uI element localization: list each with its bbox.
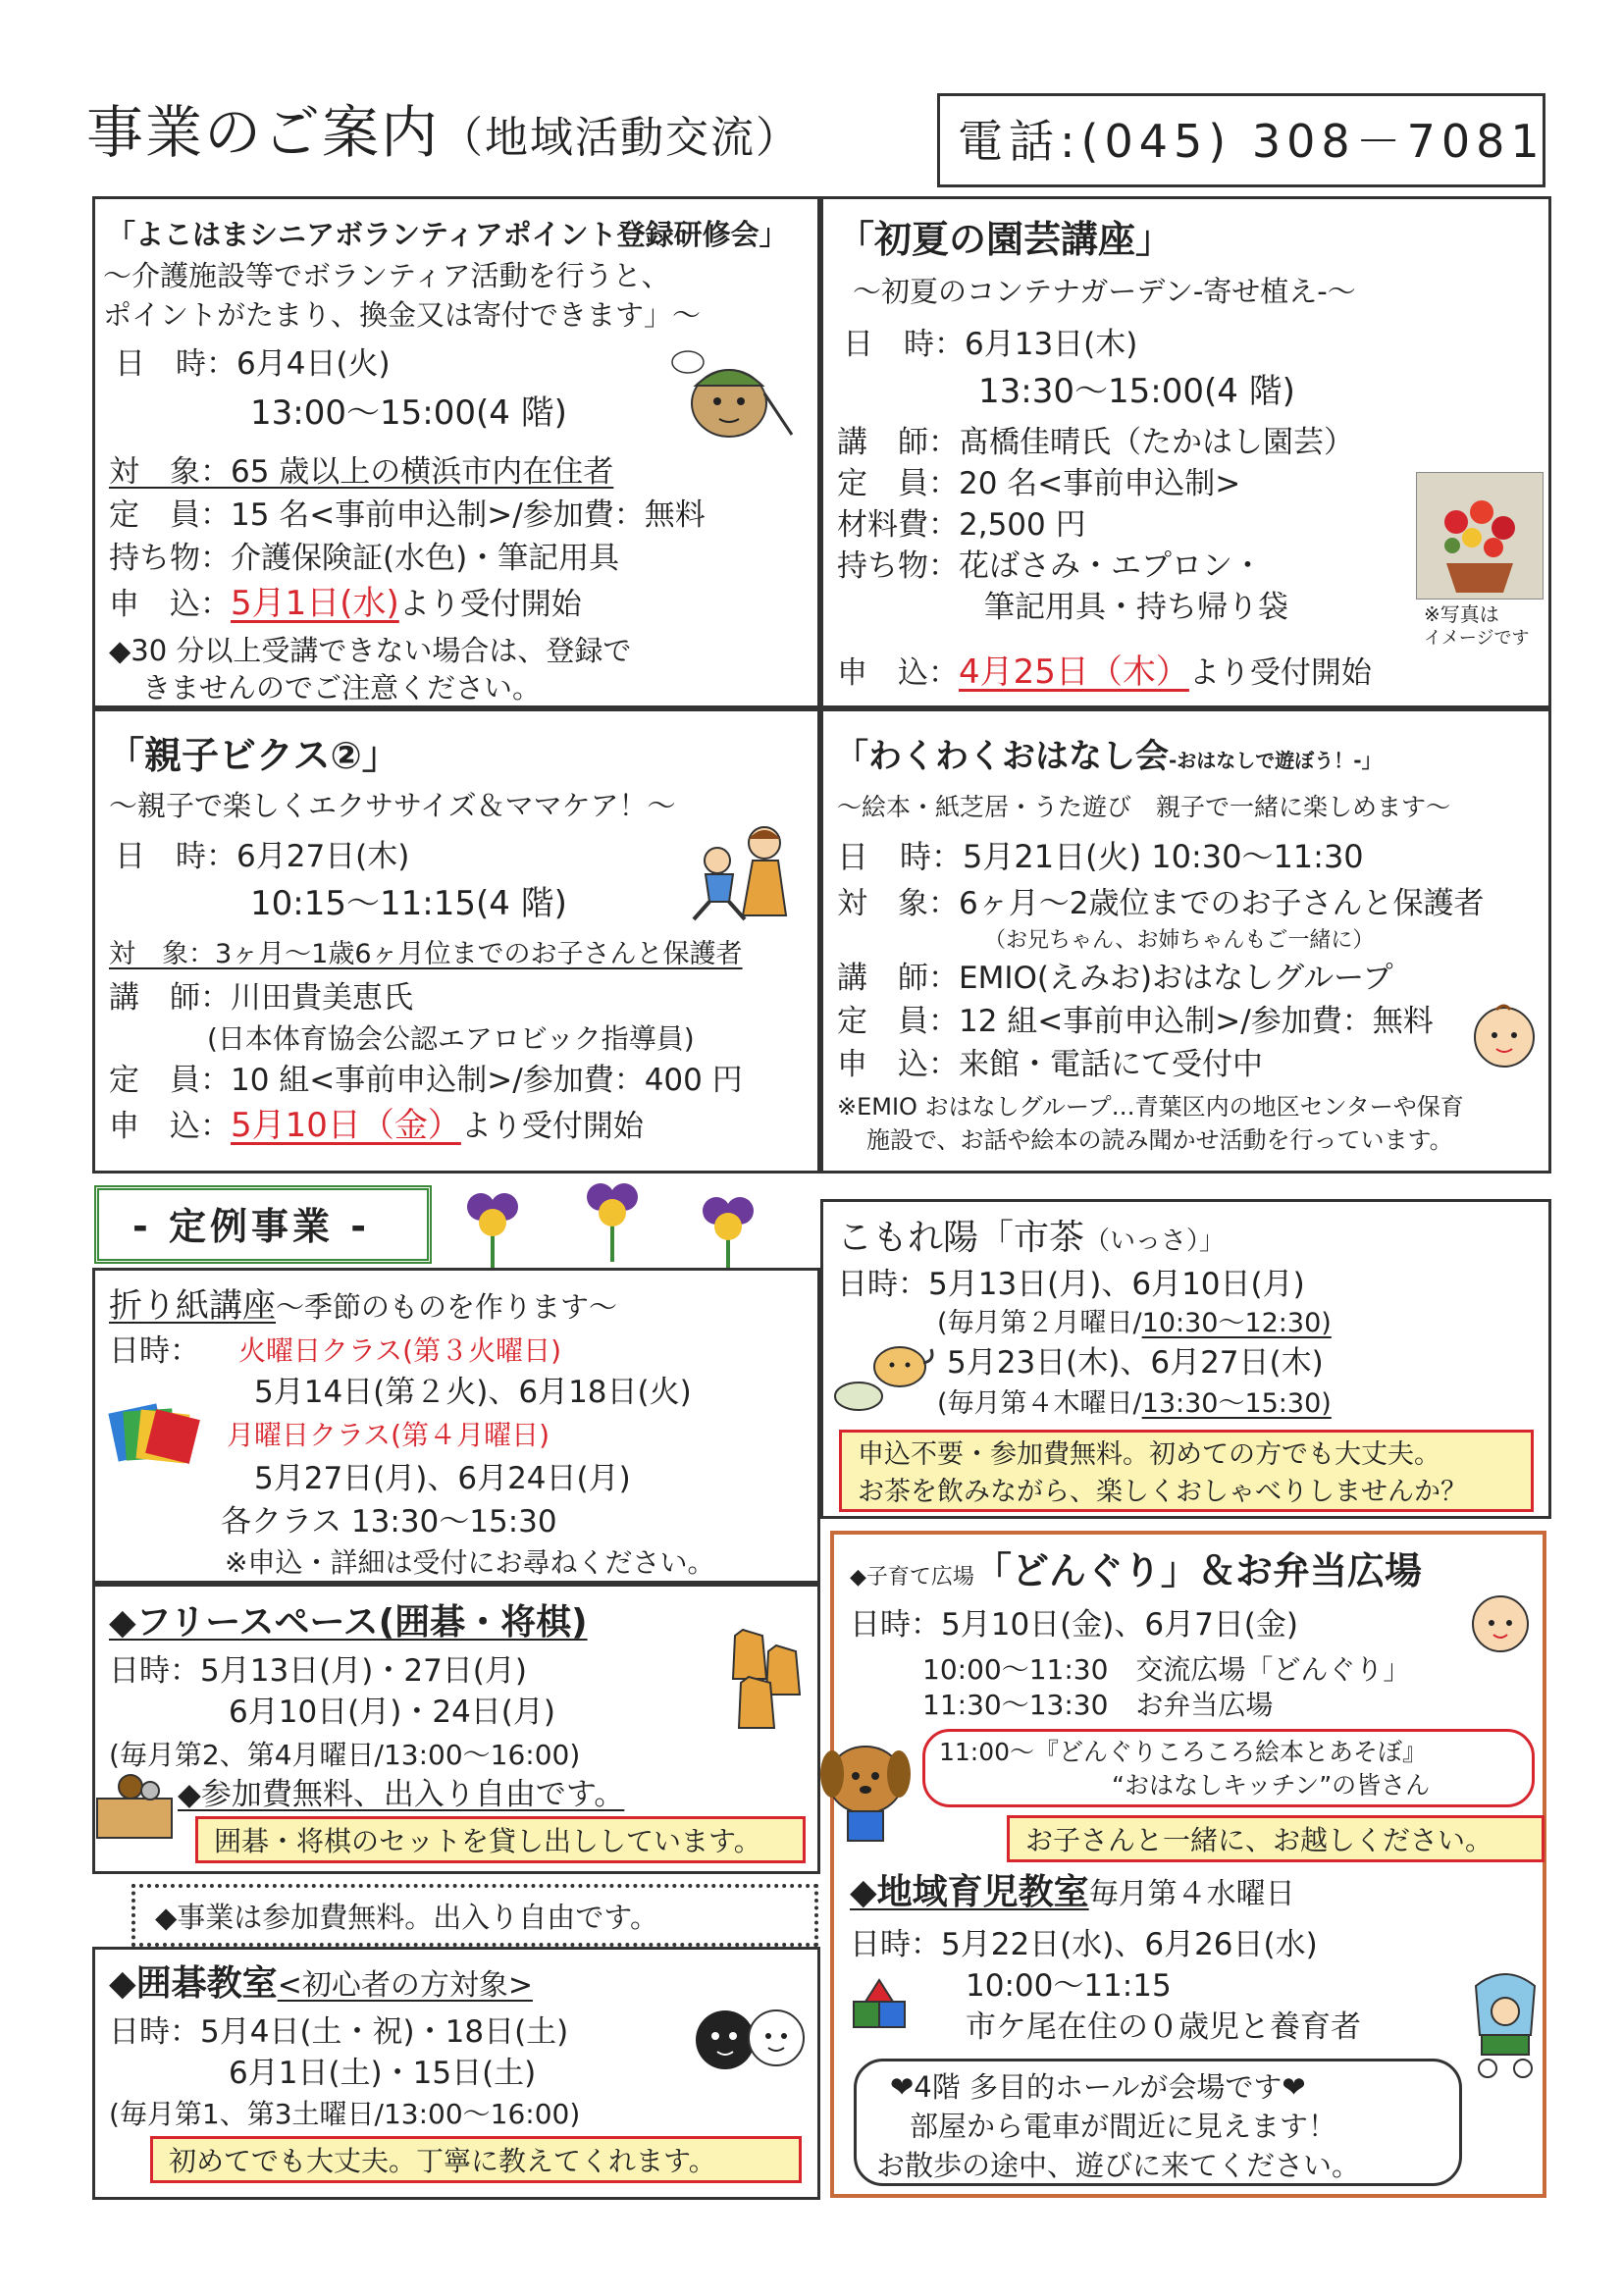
igo-title: ◆囲碁教室 bbox=[109, 1963, 278, 2004]
ikuji-title: ◆地域育児教室 bbox=[850, 1872, 1089, 1912]
komorebi-note bbox=[839, 1430, 1534, 1512]
oyako-section bbox=[92, 708, 820, 1174]
origami-time: 各クラス 13:30～15:30 bbox=[221, 1504, 557, 1539]
free-note-text: ◆事業は参加費無料。出入り自由です。 bbox=[155, 1901, 658, 1934]
page-title-text: 事業のご案内 bbox=[86, 99, 441, 166]
pansy-icon-3 bbox=[703, 1197, 754, 1276]
hall-note-box bbox=[854, 2059, 1462, 2186]
ohanashi-title bbox=[835, 735, 1382, 782]
origami-date-label: 日時： bbox=[109, 1333, 200, 1369]
ohanashi-apply: 申 込：来館・電話にて受付中 bbox=[837, 1047, 1263, 1082]
ohanashi-lecturer: 講 師：EMIO(えみお)おはなしグループ bbox=[837, 961, 1393, 996]
seminar-date: 日 時：6月4日(火) bbox=[115, 346, 391, 382]
hall-note-1: ❤4階 多目的ホールが会場です❤ bbox=[890, 2070, 1306, 2104]
garden-bring-1: 持ち物：花ばさみ・エプロン・ bbox=[837, 548, 1263, 584]
komorebi-note-2: お茶を飲みながら、楽しくおしゃべりしませんか？ bbox=[858, 1477, 1467, 1507]
seminar-apply-date: 5月1日(水) bbox=[231, 584, 399, 623]
garden-bring-2: 筆記用具・持ち帰り袋 bbox=[984, 590, 1288, 625]
seminar-apply-post: より受付開始 bbox=[398, 587, 582, 622]
free-space-schedule: (毎月第2、第4月曜日/13:00～16:00) bbox=[109, 1739, 581, 1771]
komorebi-title-reading: （いっさ）」 bbox=[1084, 1226, 1226, 1256]
komorebi-date-1: 日時：5月13日(月)、6月10日(月) bbox=[837, 1267, 1305, 1302]
donguri-event-2: “おはなしキッチン”の皆さん bbox=[1112, 1771, 1431, 1800]
page-subtitle: （地域活動交流） bbox=[440, 113, 802, 163]
garden-date: 日 時：6月13日(木) bbox=[843, 327, 1138, 362]
oyako-capacity: 定 員：10 組<事前申込制>/参加費：400 円 bbox=[109, 1063, 743, 1098]
igo-subtitle: <初心者の方対象> bbox=[277, 1968, 533, 2003]
ikuji-time: 10:00～11:15 bbox=[966, 1968, 1172, 2004]
komorebi-section bbox=[820, 1199, 1551, 1519]
ikuji-target: 市ケ尾在住の０歳児と養育者 bbox=[966, 2009, 1361, 2045]
oyako-date: 日 時：6月27日(木) bbox=[115, 839, 410, 874]
donguri-prefix: ◆子育て広場 bbox=[850, 1565, 974, 1590]
oyako-time: 10:15～11:15(4 階) bbox=[250, 884, 567, 923]
garden-capacity: 定 員：20 名<事前申込制> bbox=[837, 466, 1241, 501]
pansy-icon-1 bbox=[467, 1193, 518, 1272]
phone-number: 電話:(045) 308－7081 bbox=[958, 115, 1545, 168]
donguri-title-row bbox=[850, 1546, 1422, 1602]
senior-character-illustration bbox=[668, 344, 796, 443]
origami-class-2: 月曜日クラス(第４月曜日) bbox=[227, 1419, 550, 1451]
oyako-title: 「親子ビクス②」 bbox=[107, 734, 399, 777]
igo-date-1: 日時：5月4日(土・祝)・18日(土) bbox=[109, 2014, 569, 2050]
oyako-apply-label: 申 込： bbox=[109, 1109, 231, 1144]
seminar-note-1: ◆30 分以上受講できない場合は、登録で bbox=[109, 634, 632, 667]
garden-fee: 材料費：2,500 円 bbox=[837, 507, 1086, 543]
komorebi-note-1: 申込不要・参加費無料。初めての方でも大丈夫。 bbox=[858, 1439, 1440, 1470]
origami-title: 折り紙講座 bbox=[109, 1286, 276, 1326]
garden-lecturer: 講 師：髙橋佳晴氏（たかはし園芸） bbox=[837, 425, 1354, 460]
toy-blocks-illustration bbox=[850, 1972, 909, 2037]
garden-photo-note-1: ※写真は bbox=[1424, 602, 1499, 626]
ohanashi-section bbox=[820, 708, 1551, 1174]
oyako-apply-date: 5月10日（金） bbox=[231, 1106, 461, 1145]
seminar-section bbox=[92, 196, 820, 708]
garden-apply-post: より受付開始 bbox=[1188, 655, 1372, 691]
seminar-desc-1: ～介護施設等でボランティア活動を行うと、 bbox=[103, 259, 670, 292]
go-stones-illustration bbox=[684, 1997, 812, 2085]
donguri-note: お子さんと一緒に、お越しください。 bbox=[1007, 1815, 1544, 1862]
seminar-bring: 持ち物：介護保険証(水色)・筆記用具 bbox=[109, 541, 620, 576]
oyako-lecturer: 講 師：川田貴美恵氏 bbox=[109, 980, 413, 1016]
ohanashi-date: 日 時：5月21日(火) 10:30～11:30 bbox=[837, 838, 1364, 875]
baby-face-illustration bbox=[1466, 1590, 1535, 1658]
komorebi-schedule-2-label: (毎月第４木曜日/ bbox=[937, 1388, 1142, 1419]
garden-time: 13:30～15:00(4 階) bbox=[978, 372, 1295, 411]
origami-class-2-dates: 5月27日(月)、6月24日(月) bbox=[254, 1461, 631, 1496]
oyako-target: 対 象：3ヶ月～1歳6ヶ月位までのお子さんと保護者 bbox=[109, 939, 743, 969]
ohanashi-subtitle: ～絵本・紙芝居・うた遊び 親子で一緒に楽しめます～ bbox=[837, 793, 1451, 821]
komorebi-schedule-1-label: (毎月第２月曜日/ bbox=[937, 1308, 1142, 1338]
origami-class-1-dates: 5月14日(第２火)、6月18日(火) bbox=[254, 1375, 692, 1410]
komorebi-schedule-1 bbox=[937, 1304, 1332, 1343]
ohanashi-note-1: ※EMIO おはなしグループ…青葉区内の地区センターや保育 bbox=[837, 1093, 1464, 1121]
ikuji-title-row bbox=[850, 1870, 1295, 1917]
komorebi-title bbox=[837, 1216, 1225, 1264]
igo-schedule: (毎月第1、第3土曜日/13:00～16:00) bbox=[109, 2098, 581, 2130]
origami-section bbox=[92, 1268, 820, 1584]
oyako-subtitle: ～親子で楽しくエクササイズ＆ママケア！～ bbox=[109, 789, 676, 822]
free-space-note: 囲碁・将棋のセットを貸し出ししています。 bbox=[195, 1816, 806, 1863]
garden-section bbox=[820, 196, 1551, 708]
garden-subtitle: ～初夏のコンテナガーデン-寄せ植え-～ bbox=[853, 275, 1356, 308]
donguri-title-2: ＆お弁当広場 bbox=[1197, 1549, 1422, 1592]
baby-illustration bbox=[1467, 1002, 1542, 1076]
ohanashi-capacity: 定 員：12 組<事前申込制>/参加費：無料 bbox=[837, 1004, 1434, 1039]
seminar-title: 「よこはまシニアボランティアポイント登録研修会」 bbox=[107, 218, 788, 251]
seminar-time: 13:00～15:00(4 階) bbox=[250, 393, 567, 433]
origami-class-1: 火曜日クラス(第３火曜日) bbox=[238, 1334, 562, 1367]
pansy-flowers bbox=[457, 1177, 781, 1276]
garden-title: 「初夏の園芸講座」 bbox=[837, 218, 1174, 261]
oyako-apply bbox=[109, 1106, 644, 1146]
ikuji-frequency: 毎月第４水曜日 bbox=[1088, 1877, 1295, 1911]
seminar-target: 対 象：65 歳以上の横浜市内在住者 bbox=[109, 454, 614, 490]
garden-apply-label: 申 込： bbox=[837, 655, 959, 691]
igo-date-2: 6月1日(土)・15日(土) bbox=[229, 2056, 537, 2091]
garden-apply-date: 4月25日（木） bbox=[959, 652, 1189, 692]
donguri-time-2: 11:30～13:30 お弁当広場 bbox=[922, 1689, 1274, 1721]
shogi-pieces-illustration bbox=[723, 1626, 817, 1734]
seminar-note-2: きませんのでご注意ください。 bbox=[142, 671, 542, 704]
komorebi-schedule-2-time: 13:30～15:30) bbox=[1141, 1388, 1332, 1419]
seminar-desc-2: ポイントがたまり、換金又は寄付できます」～ bbox=[103, 298, 702, 332]
donguri-event-box bbox=[922, 1729, 1535, 1807]
free-note-box bbox=[131, 1884, 818, 1947]
free-space-date-1: 日時：5月13日(月)・27日(月) bbox=[109, 1653, 527, 1689]
garden-photo-note-2: イメージです bbox=[1424, 628, 1530, 649]
regular-events-label: - 定例事業 - bbox=[132, 1205, 371, 1248]
dog-mascot-illustration bbox=[805, 1729, 922, 1847]
parent-child-illustration bbox=[684, 821, 812, 929]
seminar-apply-label: 申 込： bbox=[109, 587, 231, 622]
origami-title-row bbox=[109, 1284, 617, 1329]
hall-note-2: 部屋から電車が間近に見えます！ bbox=[910, 2110, 1337, 2143]
oyako-lecturer-2: (日本体育協会公認エアロビック指導員) bbox=[207, 1022, 695, 1055]
komorebi-schedule-1-time: 10:30～12:30) bbox=[1141, 1308, 1332, 1338]
igo-title-row bbox=[109, 1961, 533, 2009]
komorebi-schedule-2 bbox=[937, 1384, 1332, 1424]
origami-subtitle: ～季節のものを作ります～ bbox=[276, 1290, 618, 1324]
komorebi-date-2: 5月23日(木)、6月27日(木) bbox=[947, 1345, 1324, 1381]
hall-note-3: お散歩の途中、遊びに来てください。 bbox=[876, 2149, 1361, 2182]
free-space-fee: ◆参加費無料、出入り自由です。 bbox=[178, 1777, 625, 1812]
phone-box bbox=[937, 93, 1545, 187]
donguri-date: 日時：5月10日(金)、6月7日(金) bbox=[850, 1607, 1298, 1643]
free-space-title: ◆フリースペース(囲碁・将棋) bbox=[109, 1602, 588, 1643]
ohanashi-title-main: 「わくわくおはなし会 bbox=[835, 737, 1169, 776]
seminar-capacity: 定 員：15 名<事前申込制>/参加費：無料 bbox=[109, 497, 706, 533]
seminar-apply bbox=[109, 584, 582, 624]
go-board-illustration bbox=[91, 1769, 180, 1848]
origami-paper-illustration bbox=[105, 1394, 203, 1473]
ohanashi-target-2: （お兄ちゃん、お姉ちゃんもご一緒に） bbox=[984, 928, 1375, 953]
free-space-date-2: 6月10日(月)・24日(月) bbox=[229, 1695, 555, 1730]
ohanashi-title-small: -おはなしで遊ぼう！-」 bbox=[1169, 749, 1382, 772]
stroller-illustration bbox=[1466, 1966, 1544, 2084]
igo-section bbox=[92, 1947, 820, 2200]
oyako-apply-post: より受付開始 bbox=[460, 1109, 644, 1144]
regular-events-label-box bbox=[94, 1185, 432, 1264]
pansy-icon-2 bbox=[587, 1183, 638, 1262]
free-space-section bbox=[92, 1584, 820, 1874]
ikuji-date: 日時：5月22日(水)、6月26日(水) bbox=[850, 1927, 1318, 1962]
donguri-time-1: 10:00～11:30 交流広場「どんぐり」 bbox=[922, 1653, 1411, 1686]
origami-note: ※申込・詳細は受付にお尋ねください。 bbox=[225, 1546, 715, 1579]
igo-note: 初めてでも大丈夫。丁寧に教えてくれます。 bbox=[150, 2136, 802, 2183]
ohanashi-target: 対 象：6ヶ月～2歳位までのお子さんと保護者 bbox=[837, 886, 1485, 921]
ohanashi-note-2: 施設で、お話や絵本の読み聞かせ活動を行っています。 bbox=[866, 1126, 1453, 1154]
flower-pot-photo bbox=[1416, 472, 1544, 600]
garden-apply bbox=[837, 652, 1372, 693]
teapot-illustration bbox=[829, 1331, 937, 1420]
page-title bbox=[86, 98, 801, 173]
komorebi-title-main: こもれ陽「市茶 bbox=[837, 1218, 1085, 1258]
donguri-title: 「どんぐり」 bbox=[973, 1549, 1198, 1592]
donguri-event-1: 11:00～『どんぐりころころ絵本とあそぼ』 bbox=[939, 1738, 1428, 1766]
